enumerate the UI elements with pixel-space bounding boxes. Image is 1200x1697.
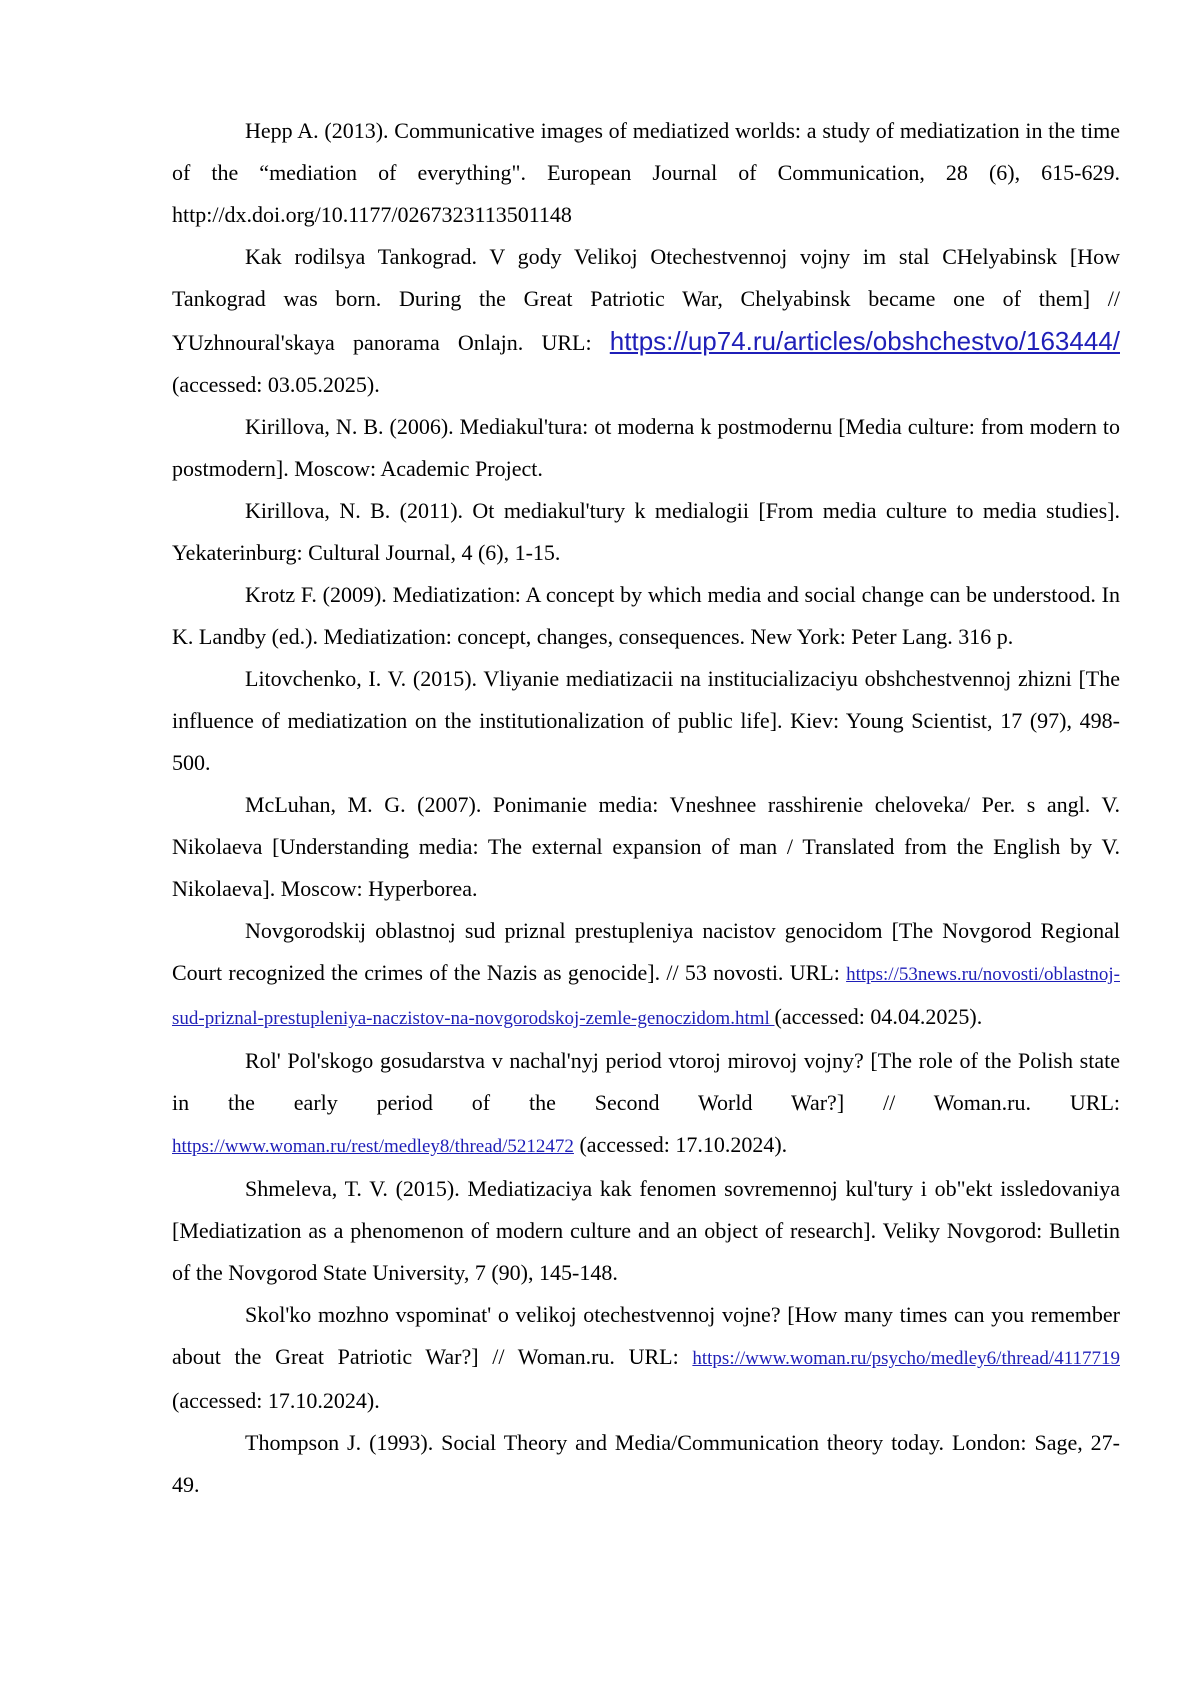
reference-kirillova-2011 <box>172 490 1120 574</box>
reference-text: Skol'ko mozhno vspominat' o velikoj otechestvennoj vojne? [How many times can you remember about the Great Patriotic War?] // Woman.ru. URL: <box>172 1302 1120 1369</box>
reference-accessed: (accessed: 17.10.2024). <box>574 1132 787 1157</box>
reference-text: Litovchenko, I. V. (2015). Vliyanie mediatizacii na institucializaciyu obshchestvennoj zhizni [The influence of mediatization on the institutionalization of public life]. Kiev: Young Scientist, 17 (97), 498-500. <box>172 666 1120 775</box>
reference-text: Rol' Pol'skogo gosudarstva v nachal'nyj period vtoroj mirovoj vojny? [The role of the Polish state in the early period of the Second World War?] // Woman.ru. URL: <box>172 1048 1120 1115</box>
reference-text: Kirillova, N. B. (2011). Ot mediakul'tury k medialogii [From media culture to media studies]. Yekaterinburg: Cultural Journal, 4 (6), 1-15. <box>172 498 1120 565</box>
reference-link-woman-psycho[interactable]: https://www.woman.ru/psycho/medley6/thread/4117719 <box>692 1348 1120 1369</box>
reference-text: Shmeleva, T. V. (2015). Mediatizaciya kak fenomen sovremennoj kul'tury i ob"ekt issledovaniya [Mediatization as a phenomenon of modern culture and an object of research]. Veliky Novgorod: Bulletin of the Novgorod State University, 7 (90), 145-148. <box>172 1176 1120 1285</box>
reference-accessed: (accessed: 04.04.2025). <box>775 1004 983 1029</box>
reference-link-up74[interactable]: https://up74.ru/articles/obshchestvo/163444/ <box>610 326 1120 356</box>
reference-text: Krotz F. (2009). Mediatization: A concept by which media and social change can be understood. In K. Landby (ed.). Mediatization: concept, changes, consequences. New York: Peter Lang. 316 p. <box>172 582 1120 649</box>
reference-accessed: (accessed: 17.10.2024). <box>172 1388 380 1413</box>
reference-text: McLuhan, M. G. (2007). Ponimanie media: Vneshnee rasshirenie cheloveka/ Per. s angl. V. Nikolaeva [Understanding media: The external expansion of man / Translated from the English by V. Nikolaeva]. Moscow: Hyperborea. <box>172 792 1120 901</box>
reference-link-53news[interactable]: https://53news.ru/novosti/oblastnoj-sud-priznal-prestupleniya-naczistov-na-novgorodskoj-zemle-genoczidom.html <box>172 964 1120 1029</box>
reference-krotz-2009 <box>172 574 1120 658</box>
reference-polish-state <box>172 1040 1120 1168</box>
reference-mcluhan-2007 <box>172 784 1120 910</box>
reference-text: Kirillova, N. B. (2006). Mediakul'tura: ot moderna k postmodernu [Media culture: from modern to postmodern]. Moscow: Academic Project. <box>172 414 1120 481</box>
reference-thompson-1993 <box>172 1422 1120 1506</box>
reference-text: Kak rodilsya Tankograd. V gody Velikoj Otechestvennoj vojny im stal CHelyabinsk [How Tankograd was born. During the Great Patriotic War, Chelyabinsk became one of them] // YUzhnoural'skaya panorama Onlajn. URL: <box>172 244 1120 355</box>
reference-skolko-vspominat <box>172 1294 1120 1422</box>
reference-novgorod-court <box>172 910 1120 1040</box>
reference-hepp-2013 <box>172 110 1120 236</box>
reference-text: Thompson J. (1993). Social Theory and Media/Communication theory today. London: Sage, 27-49. <box>172 1430 1120 1497</box>
reference-accessed: (accessed: 03.05.2025). <box>172 372 380 397</box>
reference-litovchenko-2015 <box>172 658 1120 784</box>
reference-list <box>172 110 1120 1506</box>
reference-link-woman-rest[interactable]: https://www.woman.ru/rest/medley8/thread/5212472 <box>172 1136 574 1157</box>
reference-tankograd <box>172 236 1120 406</box>
reference-text: Novgorodskij oblastnoj sud priznal prestupleniya nacistov genocidom [The Novgorod Regional Court recognized the crimes of the Nazis as genocide]. // 53 novosti. URL: <box>172 918 1120 985</box>
reference-kirillova-2006 <box>172 406 1120 490</box>
reference-shmeleva-2015 <box>172 1168 1120 1294</box>
reference-text: Hepp A. (2013). Communicative images of mediatized worlds: a study of mediatization in the time of the “mediation of everything". European Journal of Communication, 28 (6), 615-629. http://dx.doi.org/10.1177/0267323113501148 <box>172 118 1120 227</box>
